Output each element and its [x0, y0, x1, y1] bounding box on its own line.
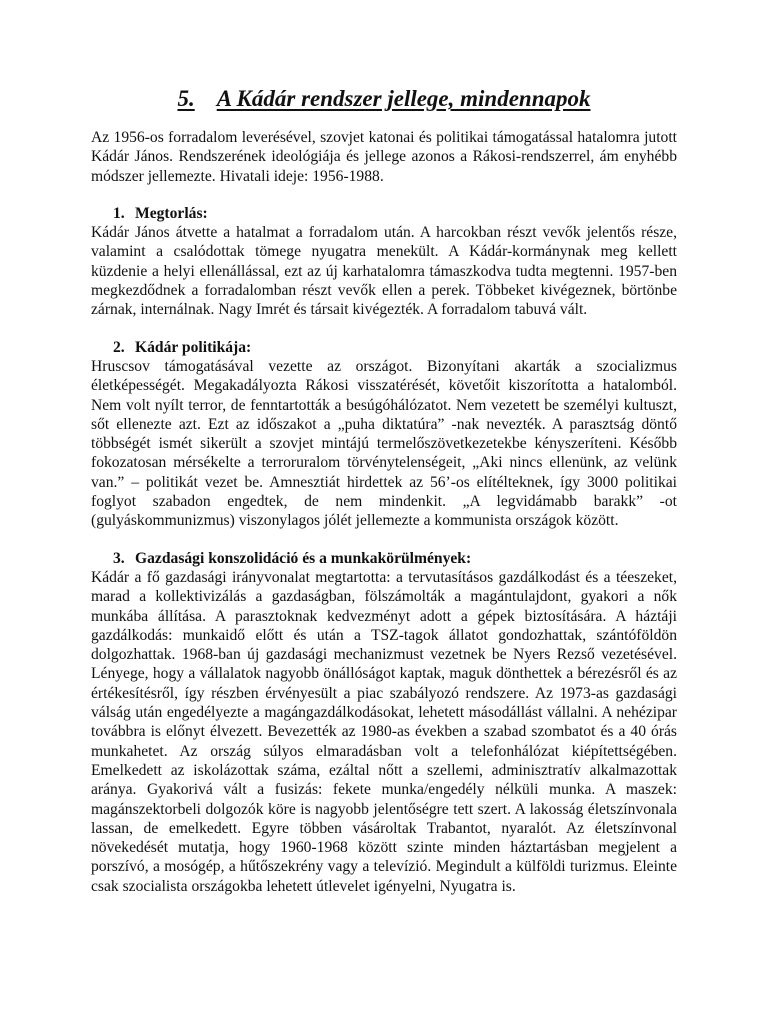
section-heading-1 — [91, 204, 677, 223]
section-heading-2 — [91, 338, 677, 357]
section-paragraph-1: Kádár János átvette a hatalmat a forradalom után. A harcokban részt vevők jelentős része, valamint a csalódottak tömege nyugatra menekült. A Kádár-kormánynak meg kellett küzdenie a helyi ellenállással, ezt az új karhatalomra támaszkodva tudta megtenni. 1957-ben megkezdődnek a forradalomban részt vevők ellen a perek. Többeket kivégeznek, börtönbe zárnak, internálnak. Nagy Imrét és társait kivégezték. A forradalom tabuvá vált. — [91, 224, 677, 319]
intro-paragraph: Az 1956-os forradalom leverésével, szovjet katonai és politikai támogatással hatalomra jutott Kádár János. Rendszerének ideológiája és jellege azonos a Rákosi-rendszerrel, ám enyhébb módszer jellemezte. Hivatali ideje: 1956-1988. — [91, 129, 677, 185]
section-heading-text: Megtorlás: — [135, 204, 208, 222]
section-paragraph-2: Hruscsov támogatásával vezette az országot. Bizonyítani akarták a szocializmus életképességét. Megakadályozta Rákosi visszatérését, követőit kiszorította a hatalomból. Nem volt nyílt terror, de fenntartották a besúgóhálózatot. Nem vezetett be személyi kultuszt, sőt ellenezte azt. Ezt az időszakot a „puha diktatúra” -nak nevezték. A parasztság döntő többségét ismét sikerült a szovjet mintájú termelőszövetkezetekbe kényszeríteni. Később fokozatosan mérsékelte a terroruralom törvénytelenségeit, „Aki nincs ellenünk, az velünk van.” – politikát vezet be. Amnesztiát hirdettek az 56’-os elítélteknek, így 3000 politikai foglyot szabadon engedtek, de nem mindenkit. „A legvidámabb barakk” -ot (gulyáskommunizmus) viszonylagos jólét jellemezte a kommunista országok között. — [91, 357, 677, 530]
page-title — [0, 86, 768, 112]
section-heading-3 — [91, 549, 677, 568]
section-heading-text: Kádár politikája: — [135, 338, 252, 356]
section-paragraph-3: Kádár a fő gazdasági irányvonalat megtartotta: a tervutasításos gazdálkodást és a téeszeket, marad a kollektivizálás a gazdaságban, fölszámolták a magántulajdont, gyakori a nők munkába állítása. A parasztoknak kedvezményt adott a gépek biztosítására. A háztáji gazdálkodás: munkaidő előtt és után a TSZ-tagok állatot gondozhattak, szántóföldön dolgozhattak. 1968-ban új gazdasági mechanizmust vezetnek be Nyers Rezső vezetésével. Lényege, hogy a vállalatok nagyobb önállóságot kaptak, maguk dönthettek a bérezésről és az értékesítésről, így részben érvényesült a piac szabályozó rendszere. Az 1973-as gazdasági válság után engedélyezte a magángazdálkodásokat, lehetett másodállást vállalni. A nehézipar továbbra is előnyt élvezett. Bevezették az 1980-as években a szabad szombatot és a 40 órás munkahetet. Az ország súlyos elmaradásban volt a telefonhálózat kiépítettségében. Emelkedett az iskolázottak száma, ezáltal nőtt a szellemi, adminisztratív alkalmazottak aránya. Gyakorivá vált a fusizás: fekete munka/engedély nélküli munka. A maszek: magánszektorbeli dolgozók köre is nagyobb jelentőségre tett szert. A lakosság életszínvonala lassan, de emelkedett. Egyre többen vásároltak Trabantot, nyaralót. Az életszínvonal növekedését mutatja, hogy 1960-1968 között szinte minden háztartásban megjelent a porszívó, a mosógép, a hűtőszekrény vagy a televízió. Megindult a külföldi turizmus. Eleinte csak szocialista országokba lehetett útlevelet igényelni, Nyugatra is. — [91, 568, 677, 895]
title-number: 5. — [177, 86, 195, 111]
section-heading-text: Gazdasági konszolidáció és a munkakörülmények: — [135, 549, 472, 567]
document-body — [91, 128, 677, 896]
section-number: 2. — [113, 338, 125, 356]
title-text: A Kádár rendszer jellege, mindennapok — [216, 86, 591, 111]
section-number: 1. — [113, 204, 125, 222]
section-number: 3. — [113, 549, 125, 567]
